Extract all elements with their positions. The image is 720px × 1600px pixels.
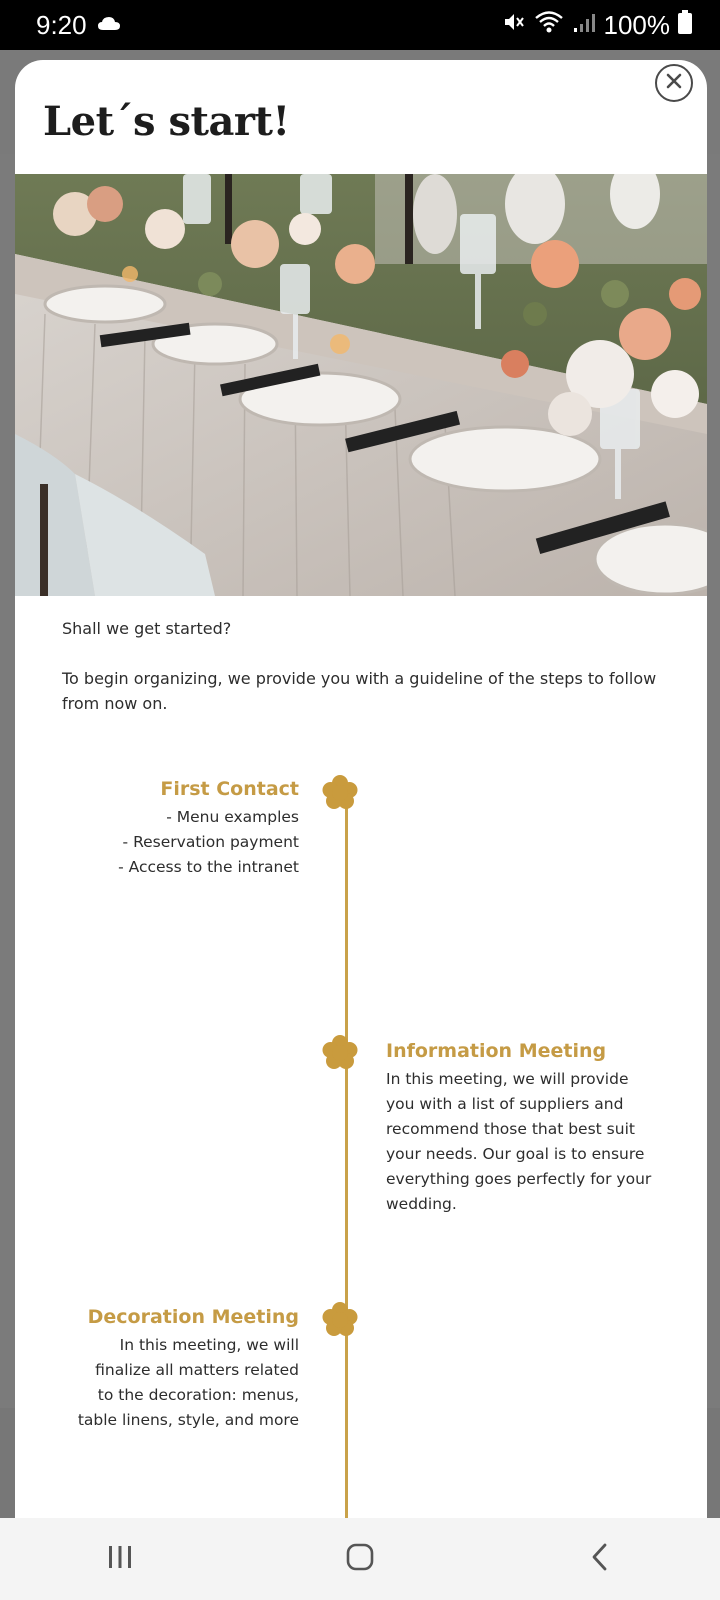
flower-icon — [322, 1302, 358, 1338]
battery-icon — [678, 10, 692, 41]
flower-icon — [322, 1035, 358, 1071]
back-icon — [588, 1542, 612, 1576]
step-body — [78, 1333, 299, 1433]
mute-icon — [502, 10, 526, 41]
step-line: In this meeting, we will provide — [386, 1070, 629, 1088]
step-line: your needs. Our goal is to ensure — [386, 1145, 645, 1163]
step-line: In this meeting, we will — [119, 1336, 299, 1354]
navigation-bar — [0, 1518, 720, 1600]
home-button[interactable] — [320, 1529, 400, 1589]
recents-button[interactable] — [80, 1529, 160, 1589]
step-line: table linens, style, and more — [77, 1411, 299, 1429]
status-right — [502, 10, 693, 41]
step-title: Information Meeting — [386, 1040, 607, 1062]
signal-icon — [572, 10, 596, 41]
close-button[interactable] — [655, 64, 693, 102]
step-line: to the decoration: menus, — [97, 1386, 299, 1404]
status-time: 9:20 — [36, 9, 87, 40]
close-icon — [666, 73, 682, 93]
step-line: you with a list of suppliers and — [386, 1095, 624, 1113]
battery-text: 100% — [603, 9, 670, 40]
wedding-table-photo — [15, 174, 707, 596]
step-line: - Menu examples — [166, 808, 299, 826]
step-body — [118, 805, 299, 880]
home-icon — [345, 1542, 375, 1576]
step-line: everything goes perfectly for your — [386, 1170, 652, 1188]
intro-text — [62, 616, 672, 716]
recents-icon — [106, 1543, 134, 1575]
flower-icon — [322, 775, 358, 811]
step-title: Decoration Meeting — [87, 1306, 299, 1328]
step-body — [386, 1067, 651, 1217]
wifi-icon — [534, 10, 564, 41]
status-bar — [0, 0, 720, 50]
step-line: - Reservation payment — [122, 833, 299, 851]
intro-line-1: Shall we get started? — [62, 619, 232, 638]
step-line: recommend those that best suit — [386, 1120, 635, 1138]
step-line: finalize all matters related — [95, 1361, 299, 1379]
back-button[interactable] — [560, 1529, 640, 1589]
intro-line-2: To begin organizing, we provide you with a guideline of the steps to follow from now on. — [62, 669, 657, 713]
status-left — [36, 10, 121, 41]
step-line: wedding. — [386, 1195, 457, 1213]
modal-dialog — [15, 60, 707, 1518]
cloud-icon — [97, 15, 121, 35]
step-line: - Access to the intranet — [118, 858, 299, 876]
step-title: First Contact — [160, 778, 299, 800]
page-title: Let´s start! — [43, 98, 290, 145]
timeline-line — [345, 795, 348, 1518]
